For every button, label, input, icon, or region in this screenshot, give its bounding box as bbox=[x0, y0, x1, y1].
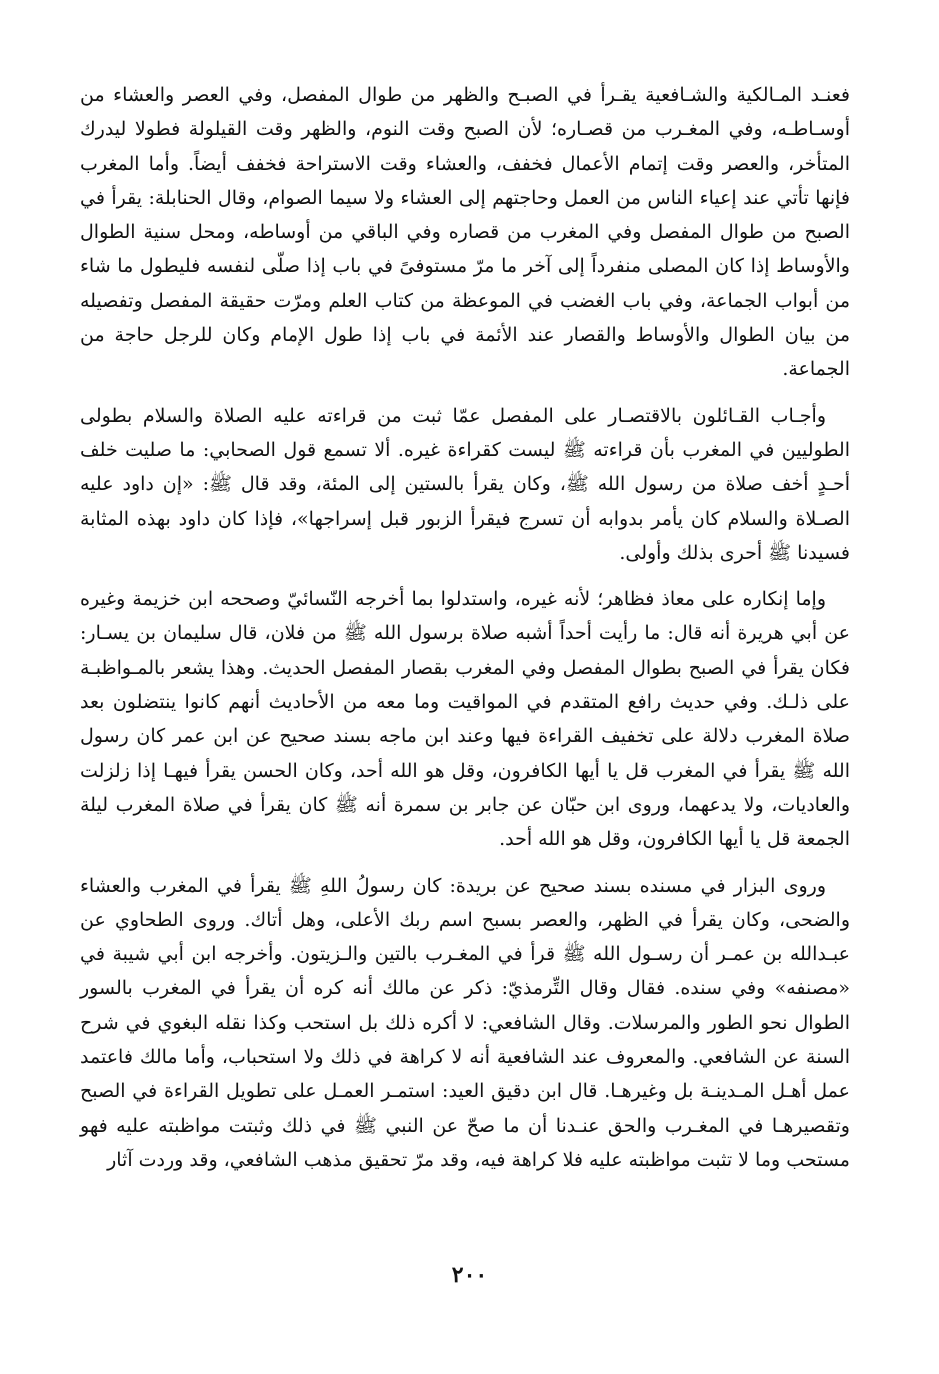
page-number: ٢٠٠ bbox=[451, 1262, 488, 1288]
paragraph-1: فعنـد المـالكية والشـافعية يقـرأ في الصبـح والظهر من طوال المفصل، وفي العصر والعشاء من أوسـاطـه، وفي المغـرب من قصـاره؛ لأن الصبح وقت النوم، والظهر وقت القيلولة فطولا ليدرك المتأخر، والعصر وقت إتمام الأعمال فخفف، والعشاء وقت الاستراحة فخفف أيضاً. وأما المغرب فإنها تأتي عند إعياء الناس من العمل وحاجتهم إلى العشاء ولا سيما الصوام، وقال الحنابلة: يقرأ في الصبح من طوال المفصل وفي المغرب من قصاره وفي الباقي من أوساطه، ومحل سنية الطوال والأوساط إذا كان المصلى منفرداً إلى آخر ما مرّ مستوفىً في باب إذا صلّى لنفسه فليطول ما شاء من أبواب الجماعة، وفي باب الغضب في الموعظة من كتاب العلم ومرّت حقيقة المفصل وتفصيله من بيان الطوال والأوساط والقصار عند الأئمة في باب إذا طول الإمام وكان للرجل حاجة من الجماعة. bbox=[80, 84, 850, 381]
paragraph-2: وأجـاب القـائلون بالاقتصـار على المفصل عمّا ثبت من قراءته عليه الصلاة والسلام بطولى الطوليين في المغرب بأن قراءته ﷺ ليست كقراءة غيره. ألا تسمع قول الصحابي: ما صليت خلف أحـدٍ أخف صلاة من رسول الله ﷺ، وكان يقرأ بالستين إلى المئة، وقد قال ﷺ: «إن داود عليه الصـلاة والسلام كان يأمر بدوابه أن تسرج فيقرأ الزبور قبل إسراجها»، فإذا كان داود بهذه المثابة فسيدنا ﷺ أحرى بذلك وأولى. bbox=[80, 404, 850, 564]
paragraph-4: وروى البزار في مسنده بسند صحيح عن بريدة: كان رسولُ اللهِ ﷺ يقرأ في المغرب والعشاء والضحى، وكان يقرأ في الظهر، والعصر بسبح اسم ربك الأعلى، وهل أتاك. وروى الطحاوي عن عبـدالله بن عمـر أن رسـول الله ﷺ قرأ في المغـرب بالتين والـزيتون. وأخرجه ابن أبي شيبة في «مصنفه» وفي سنده. فقال وقال التِّرمذيّ: ذكر عن مالك أنه كره أن يقرأ في المغرب بالسور الطوال نحو الطور والمرسلات. وقال الشافعي: لا أكره ذلك بل استحب وكذا نقله البغوي في شرح السنة عن الشافعي. والمعروف عند الشافعية أنه لا كراهة في ذلك ولا استحباب، وأما مالك فاعتمد عمل أهـل المـدينـة بل وغيرهـا. قال ابن دقيق العيد: استمـر العمـل على تطويل القراءة في الصبح وتقصيرهـا في المغـرب والحق عنـدنا أن ما صحّ عن النبي ﷺ في ذلك وثبتت مواظبته عليه فهو مستحب وما لا تثبت مواظبته عليه فلا كراهة فيه، وقد مرّ تحقيق مذهب الشافعي، وقد وردت آثار bbox=[80, 874, 850, 1171]
page-body bbox=[80, 78, 850, 1177]
paragraph-3: وإما إنكاره على معاذ فظاهر؛ لأنه غيره، واستدلوا بما أخرجه النّسائيّ وصححه ابن خزيمة وغيره عن أبي هريرة أنه قال: ما رأيت أحداً أشبه صلاة برسول الله ﷺ من فلان، قال سليمان بن يسـار: فكان يقرأ في الصبح بطوال المفصل وفي المغرب بقصار المفصل الحديث. وهذا يشعر بالمـواظبـة على ذلـك. وفي حديث رافع المتقدم في المواقيت وما معه من الأحاديث أنهم كانوا ينتضلون بعد صلاة المغرب دلالة على تخفيف القراءة فيها وعند ابن ماجه بسند صحيح عن ابن عمر كان رسول الله ﷺ يقرأ في المغرب قل يا أيها الكافرون، وقل هو الله أحد، وكان الحسن يقرأ فيهـا إذا زلزلت والعاديات، ولا يدعهما، وروى ابن حبّان عن جابر بن سمرة أنه ﷺ كان يقرأ في صلاة المغرب ليلة الجمعة قل يا أيها الكافرون، وقل هو الله أحد. bbox=[80, 588, 850, 851]
